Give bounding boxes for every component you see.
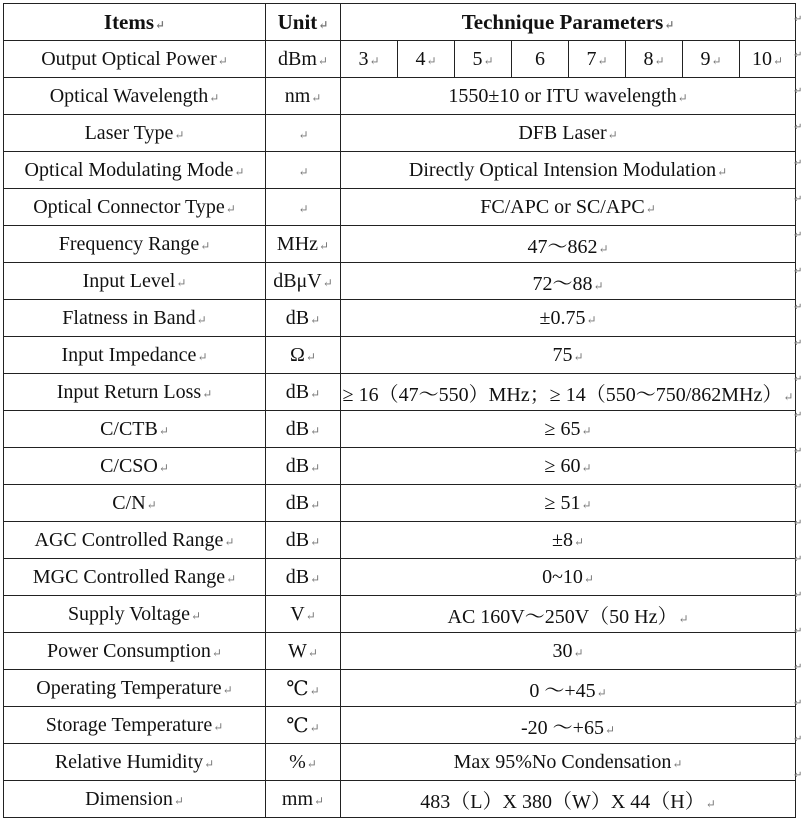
spec-unit-text: ℃ (286, 714, 309, 737)
spec-unit: dB↵ (266, 411, 341, 448)
spec-unit: nm↵ (266, 78, 341, 115)
spec-value-text: DFB Laser (518, 121, 607, 144)
spec-item-label-text: C/N (112, 491, 146, 514)
spec-value-text: 1550±10 or ITU wavelength (448, 84, 677, 107)
spec-value-text: 75 (552, 343, 573, 366)
spec-value: 0 ～+45↵ (341, 670, 796, 707)
spec-item-label-text: Operating Temperature (36, 676, 222, 699)
spec-item-label: AGC Controlled Range↵ (4, 522, 266, 559)
spec-value-text: 47～862 (527, 235, 598, 258)
spec-item-label: Input Impedance↵ (4, 337, 266, 374)
power-value-4: 4↵ (398, 41, 455, 78)
spec-item-label-text: Power Consumption (47, 639, 211, 662)
spec-item-label-text: Flatness in Band (62, 306, 196, 329)
spec-value: Directly Optical Intension Modulation↵ (341, 152, 796, 189)
spec-item-label-text: Input Level (82, 269, 176, 292)
spec-row (4, 485, 796, 522)
spec-item-label-text: Input Impedance (61, 343, 197, 366)
spec-unit-text: dBμV (273, 269, 322, 292)
spec-value: ≥ 65↵ (341, 411, 796, 448)
spec-row (4, 448, 796, 485)
spec-value-text: 30 (552, 639, 573, 662)
spec-value-text: ≥ 51 (544, 491, 581, 514)
spec-value: 483（L）X 380（W）X 44（H）↵ (341, 781, 796, 818)
spec-value-text: Directly Optical Intension Modulation (408, 158, 717, 181)
power-value-10: 10↵ (740, 41, 796, 78)
spec-unit-text: dB (285, 417, 310, 440)
header-params: Technique Parameters↵ (341, 4, 796, 41)
spec-item-label: Storage Temperature↵ (4, 707, 266, 744)
spec-unit: %↵ (266, 744, 341, 781)
spec-unit-text: dB (285, 528, 310, 551)
spec-unit: ↵ (266, 189, 341, 226)
spec-item-label: Optical Modulating Mode↵ (4, 152, 266, 189)
spec-row (4, 300, 796, 337)
spec-value-text: 483（L）X 380（W）X 44（H） (420, 790, 705, 813)
spec-row (4, 152, 796, 189)
spec-item-label: C/CSO↵ (4, 448, 266, 485)
power-value-6: 6 (512, 41, 569, 78)
spec-unit: ℃↵ (266, 707, 341, 744)
spec-row (4, 337, 796, 374)
spec-value-text: 72～88 (532, 272, 593, 295)
spec-value: AC 160V～250V（50 Hz）↵ (341, 596, 796, 633)
spec-unit: Ω↵ (266, 337, 341, 374)
spec-value-text: ≥ 60 (544, 454, 581, 477)
spec-item-label-text: Dimension (85, 787, 173, 810)
spec-value-text: ≥ 65 (544, 417, 581, 440)
spec-item-label: Input Level↵ (4, 263, 266, 300)
spec-value-text: 0~10 (542, 565, 583, 588)
spec-unit: dBμV↵ (266, 263, 341, 300)
spec-item-label: Optical Wavelength↵ (4, 78, 266, 115)
spec-item-label-text: C/CTB (100, 417, 158, 440)
spec-unit: dB↵ (266, 448, 341, 485)
spec-unit: ↵ (266, 115, 341, 152)
spec-unit-text: nm (284, 84, 311, 107)
spec-unit: dB↵ (266, 522, 341, 559)
spec-item-label: Frequency Range↵ (4, 226, 266, 263)
power-value-3: 3↵ (341, 41, 398, 78)
output-power-unit: dBm↵ (266, 41, 341, 78)
spec-row (4, 522, 796, 559)
spec-unit-text: ℃ (286, 677, 309, 700)
spec-item-label: Input Return Loss↵ (4, 374, 266, 411)
spec-item-label: Laser Type↵ (4, 115, 266, 152)
spec-item-label-text: Relative Humidity (54, 750, 204, 773)
spec-item-label: MGC Controlled Range↵ (4, 559, 266, 596)
spec-value-text: AC 160V～250V（50 Hz） (447, 605, 678, 628)
spec-value-text: ±8 (552, 528, 573, 551)
spec-unit: mm↵ (266, 781, 341, 818)
spec-row (4, 78, 796, 115)
spec-unit: W↵ (266, 633, 341, 670)
output-power-label: Output Optical Power↵ (4, 41, 266, 78)
spec-value-text: FC/APC or SC/APC (480, 195, 645, 218)
spec-item-label-text: Laser Type (84, 121, 174, 144)
power-value-9: 9↵ (683, 41, 740, 78)
spec-unit: MHz↵ (266, 226, 341, 263)
spec-unit: ↵ (266, 152, 341, 189)
spec-unit: dB↵ (266, 300, 341, 337)
spec-unit-text: W (288, 639, 307, 662)
paragraph-marks: ↵ ↵ ↵ ↵ ↵ ↵ ↵ ↵ ↵ ↵ ↵ ↵ ↵ ↵ ↵ ↵ ↵ ↵ ↵ ↵ ↵ ↵ (794, 14, 802, 781)
spec-value: 72～88↵ (341, 263, 796, 300)
spec-row (4, 596, 796, 633)
spec-value: ≥ 16（47～550）MHz；≥ 14（550～750/862MHz）↵ (341, 374, 796, 411)
spec-unit-text: V (290, 602, 305, 625)
power-value-5: 5↵ (455, 41, 512, 78)
power-value-8: 8↵ (626, 41, 683, 78)
spec-unit: V↵ (266, 596, 341, 633)
spec-value-text: 0 ～+45 (529, 679, 596, 702)
spec-value: 75↵ (341, 337, 796, 374)
spec-row (4, 670, 796, 707)
spec-unit-text: dB (285, 454, 310, 477)
spec-unit-text: % (289, 750, 306, 773)
spec-item-label: Operating Temperature↵ (4, 670, 266, 707)
power-value-7: 7↵ (569, 41, 626, 78)
spec-item-label-text: Optical Connector Type (33, 195, 225, 218)
spec-item-label-text: Optical Wavelength (49, 84, 209, 107)
spec-value: ±8↵ (341, 522, 796, 559)
spec-unit-text: Ω (290, 343, 305, 366)
spec-row (4, 263, 796, 300)
spec-unit: ℃↵ (266, 670, 341, 707)
spec-item-label-text: Frequency Range (58, 232, 200, 255)
spec-value: ≥ 60↵ (341, 448, 796, 485)
header-row (4, 4, 796, 41)
spec-row (4, 226, 796, 263)
spec-unit-text: mm (281, 787, 314, 810)
spec-item-label: C/N↵ (4, 485, 266, 522)
spec-value: 47～862↵ (341, 226, 796, 263)
spec-value-text: ±0.75 (539, 306, 586, 329)
spec-item-label-text: MGC Controlled Range (32, 565, 226, 588)
spec-value: FC/APC or SC/APC↵ (341, 189, 796, 226)
header-unit: Unit↵ (266, 4, 341, 41)
spec-unit: dB↵ (266, 485, 341, 522)
spec-row (4, 411, 796, 448)
spec-item-label: Dimension↵ (4, 781, 266, 818)
spec-value: 1550±10 or ITU wavelength↵ (341, 78, 796, 115)
spec-item-label-text: AGC Controlled Range (34, 528, 224, 551)
spec-item-label-text: C/CSO (100, 454, 158, 477)
spec-unit-text: dB (285, 380, 310, 403)
spec-value-text: ≥ 16（47～550）MHz；≥ 14（550～750/862MHz） (342, 383, 783, 406)
spec-item-label: Optical Connector Type↵ (4, 189, 266, 226)
spec-value: DFB Laser↵ (341, 115, 796, 152)
spec-unit-text: MHz (276, 232, 319, 255)
spec-row (4, 115, 796, 152)
spec-unit: dB↵ (266, 374, 341, 411)
spec-value-text: -20 ～+65 (521, 716, 604, 739)
spec-value: ≥ 51↵ (341, 485, 796, 522)
spec-row (4, 559, 796, 596)
spec-row (4, 633, 796, 670)
output-power-row (4, 41, 796, 78)
spec-unit: dB↵ (266, 559, 341, 596)
spec-item-label: C/CTB↵ (4, 411, 266, 448)
spec-row (4, 189, 796, 226)
spec-row (4, 374, 796, 411)
spec-item-label: Power Consumption↵ (4, 633, 266, 670)
spec-item-label: Flatness in Band↵ (4, 300, 266, 337)
spec-item-label-text: Storage Temperature (45, 713, 213, 736)
spec-value-text: Max 95%No Condensation (453, 750, 672, 773)
spec-row (4, 744, 796, 781)
spec-unit-text: dB (285, 306, 310, 329)
spec-item-label: Supply Voltage↵ (4, 596, 266, 633)
spec-row (4, 707, 796, 744)
spec-value: 30↵ (341, 633, 796, 670)
header-items: Items↵ (4, 4, 266, 41)
spec-table (3, 3, 796, 818)
spec-item-label: Relative Humidity↵ (4, 744, 266, 781)
spec-item-label-text: Optical Modulating Mode (24, 158, 234, 181)
spec-value: Max 95%No Condensation↵ (341, 744, 796, 781)
spec-value: ±0.75↵ (341, 300, 796, 337)
spec-value: 0~10↵ (341, 559, 796, 596)
spec-unit-text: dB (285, 565, 310, 588)
spec-row (4, 781, 796, 818)
spec-value: -20 ～+65↵ (341, 707, 796, 744)
spec-unit-text: dB (285, 491, 310, 514)
spec-item-label-text: Supply Voltage (67, 602, 190, 625)
spec-item-label-text: Input Return Loss (56, 380, 202, 403)
